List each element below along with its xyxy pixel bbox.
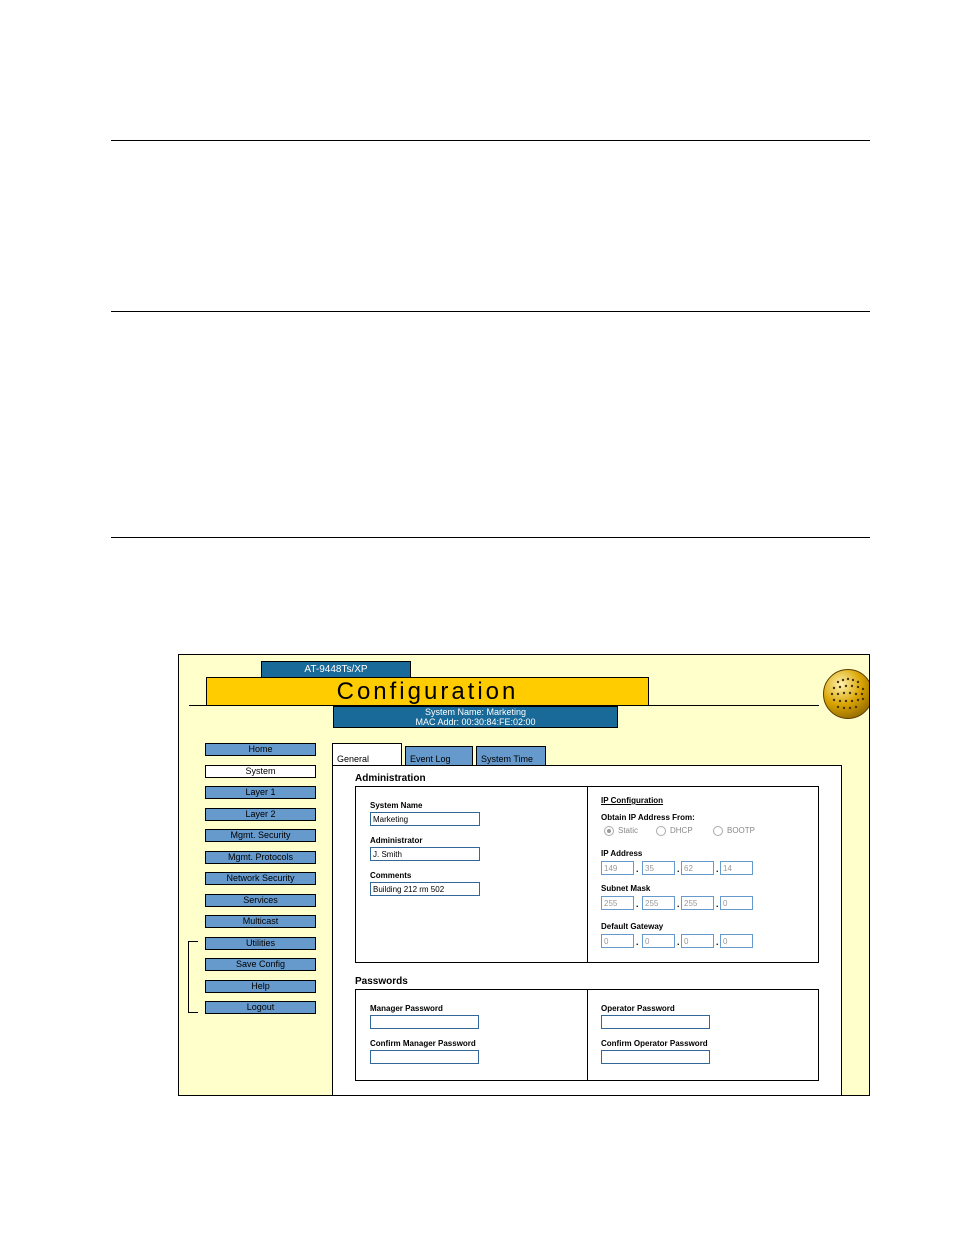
mac-address-line: MAC Addr: 00:30:84:FE:02:00 <box>415 717 536 727</box>
mask-octet-3[interactable]: 255 <box>681 896 714 910</box>
tab-system-time[interactable]: System Time <box>476 746 546 765</box>
nav-utilities[interactable]: Utilities <box>205 937 316 950</box>
confirm-operator-password-input[interactable] <box>601 1050 710 1064</box>
page-title: Configuration <box>206 677 649 706</box>
confirm-manager-password-label: Confirm Manager Password <box>370 1039 476 1048</box>
static-radio-label: Static <box>618 826 639 835</box>
default-gateway-label: Default Gateway <box>601 922 664 931</box>
nav-home[interactable]: Home <box>205 743 316 756</box>
ip-octet-2[interactable]: 35 <box>642 861 675 875</box>
bootp-radio-label: BOOTP <box>727 826 756 835</box>
nav-system[interactable]: System <box>205 765 316 778</box>
gateway-octet-2[interactable]: 0 <box>642 934 675 948</box>
system-name-input[interactable]: Marketing <box>370 812 480 826</box>
mask-dot: . <box>677 899 680 909</box>
obtain-ip-label: Obtain IP Address From: <box>601 813 695 822</box>
subnet-mask-label: Subnet Mask <box>601 884 651 893</box>
operator-password-input[interactable] <box>601 1015 710 1029</box>
nav-bracket <box>188 941 198 1013</box>
gateway-dot: . <box>677 937 680 947</box>
mask-dot: . <box>636 899 639 909</box>
nav-services[interactable]: Services <box>205 894 316 907</box>
gateway-octet-3[interactable]: 0 <box>681 934 714 948</box>
system-name-label: System Name <box>370 801 423 810</box>
comments-label: Comments <box>370 871 412 880</box>
nav-network-security[interactable]: Network Security <box>205 872 316 885</box>
manager-password-input[interactable] <box>370 1015 479 1029</box>
ip-octet-1[interactable]: 149 <box>601 861 634 875</box>
ip-octet-3[interactable]: 62 <box>681 861 714 875</box>
operator-password-label: Operator Password <box>601 1004 675 1013</box>
globe-logo-icon <box>823 669 870 719</box>
nav-help[interactable]: Help <box>205 980 316 993</box>
comments-input[interactable]: Building 212 rm 502 <box>370 882 480 896</box>
dhcp-radio-label: DHCP <box>670 826 693 835</box>
mask-octet-4[interactable]: 0 <box>720 896 753 910</box>
ip-dot: . <box>636 864 639 874</box>
tab-general[interactable]: General <box>332 743 402 767</box>
nav-mgmt-protocols[interactable]: Mgmt. Protocols <box>205 851 316 864</box>
administration-divider <box>587 787 588 962</box>
divider-1 <box>111 140 870 141</box>
static-radio[interactable] <box>604 826 614 836</box>
ip-dot: . <box>677 864 680 874</box>
mask-dot: . <box>716 899 719 909</box>
sidebar-nav <box>205 743 318 1023</box>
nav-logout[interactable]: Logout <box>205 1001 316 1014</box>
manager-password-label: Manager Password <box>370 1004 443 1013</box>
screenshot-frame <box>178 654 870 1096</box>
gateway-octet-1[interactable]: 0 <box>601 934 634 948</box>
bootp-radio[interactable] <box>713 826 723 836</box>
administrator-input[interactable]: J. Smith <box>370 847 480 861</box>
nav-multicast[interactable]: Multicast <box>205 915 316 928</box>
nav-layer-2[interactable]: Layer 2 <box>205 808 316 821</box>
ip-address-label: IP Address <box>601 849 643 858</box>
nav-save-config[interactable]: Save Config <box>205 958 316 971</box>
nav-layer-1[interactable]: Layer 1 <box>205 786 316 799</box>
ip-configuration-title: IP Configuration <box>601 796 664 805</box>
dhcp-radio[interactable] <box>656 826 666 836</box>
nav-mgmt-security[interactable]: Mgmt. Security <box>205 829 316 842</box>
confirm-operator-password-label: Confirm Operator Password <box>601 1039 708 1048</box>
gateway-octet-4[interactable]: 0 <box>720 934 753 948</box>
gateway-dot: . <box>716 937 719 947</box>
general-panel <box>332 765 842 1096</box>
system-name-line: System Name: Marketing <box>424 707 527 717</box>
passwords-title: Passwords <box>355 976 408 987</box>
passwords-divider <box>587 990 588 1080</box>
gateway-dot: . <box>636 937 639 947</box>
administration-title: Administration <box>355 773 426 784</box>
administrator-label: Administrator <box>370 836 423 845</box>
divider-3 <box>111 537 870 538</box>
divider-2 <box>111 311 870 312</box>
model-label: AT-9448Ts/XP <box>261 661 411 679</box>
ip-octet-4[interactable]: 14 <box>720 861 753 875</box>
mask-octet-1[interactable]: 255 <box>601 896 634 910</box>
mask-octet-2[interactable]: 255 <box>642 896 675 910</box>
ip-dot: . <box>716 864 719 874</box>
confirm-manager-password-input[interactable] <box>370 1050 479 1064</box>
tab-event-log[interactable]: Event Log <box>405 746 473 765</box>
system-info <box>333 706 618 728</box>
